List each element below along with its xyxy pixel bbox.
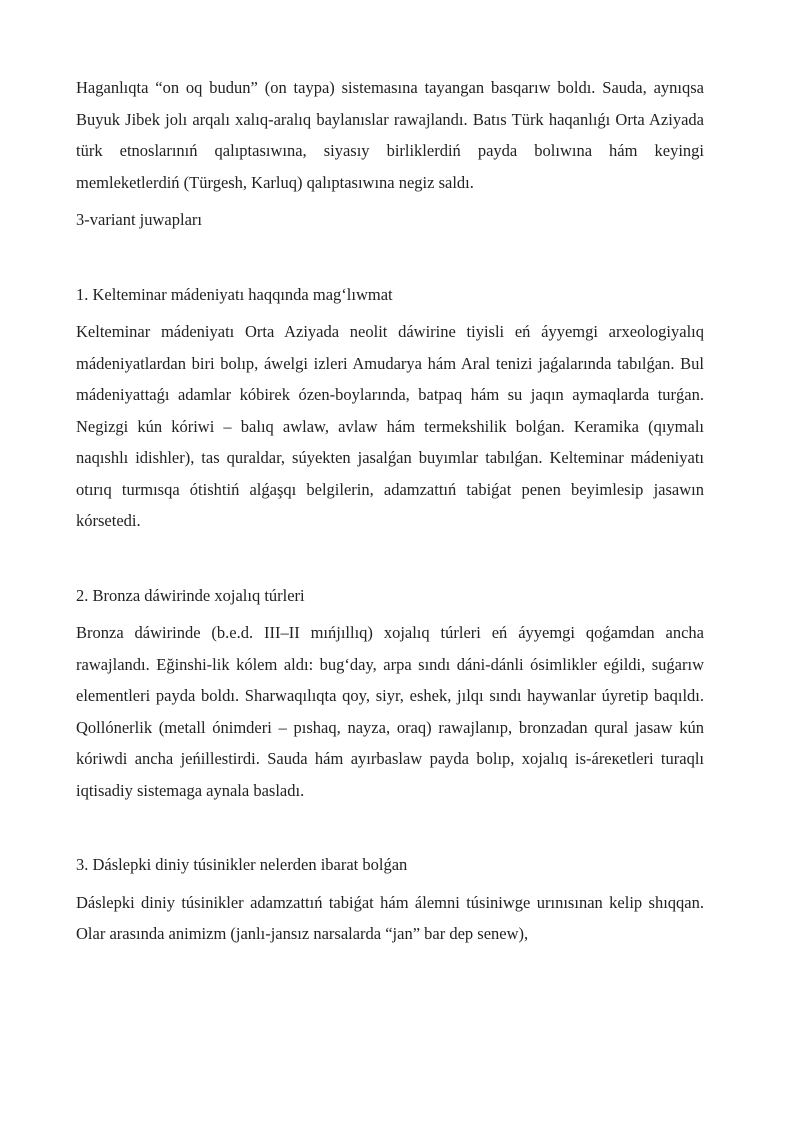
question-2-heading: 2. Bronza dáwirinde xojalıq túrleri xyxy=(76,585,305,605)
question-1-heading: 1. Kelteminar mádeniyatı haqqında mag‘lıwmat xyxy=(76,284,393,304)
question-2-answer: Bronza dáwirinde (b.e.d. III–II mıńjıllıq) xojalıq túrleri eń áyyemgi qoǵamdan ancha rawajlandı. Eğinshi-lik kólem aldı: bug‘day, arpa sındı dáni-dánli ósimlikler eǵildi, suǵarıw elementleri payda boldı. Sharwaqılıqta qoy, siyr, eshek, jılqı sındı haywanlar úyretip baqıldı. Qollónerlik (metall ónimderi – pıshaq, nayza, oraq) rawajlanıp, bronzadan qural jasaw kún kóriwdi ancha jeńillestirdi. Sauda hám ayırbaslaw payda bolıp, xojalıq is-áreкetleri turaqlı iqtisadiy sistemaga aynala basladı. xyxy=(76,623,704,800)
variant-title: 3-variant juwapları xyxy=(76,210,202,229)
question-3-heading: 3. Dáslepki diniy túsinikler nelerden ibarat bolǵan xyxy=(76,855,408,874)
question-3-answer: Dáslepki diniy túsinikler adamzattıń tabiǵat hám álemni túsiniwge urınısınan kelip shıqqan. Olar arasında animizm (janlı-jansız narsalarda “jan” bar dep senew), xyxy=(76,892,704,943)
question-1-answer: Kelteminar mádeniyatı Orta Aziyada neolit dáwirine tiyisli eń áyyemgi arxeologiyalıq mádeniyatlardan biri bolıp, áwelgi izleri Amudarya hám Aral tenizi jaǵalarında tabılǵan. Bul mádeniyattaǵı adamlar kóbirek ózen-boylarında, batpaq hám su jaqın aymaqlarda turǵan. Negizgi kún kóriwi – balıq awlaw, avlaw hám termekshilik bolǵan. Keramika (qıymalı naqıshlı idishler), tas quraldar, súyekten jasalǵan buyımlar tabılǵan. Kelteminar mádeniyatı otırıq turmısqa ótishtiń alǵaşqı belgilerin, adamzattıń tabiǵat penen beyimlesip jasawın kórsetedi. xyxy=(76,322,704,530)
intro-paragraph: Haganlıqta “on oq budun” (on taypa) sistemasına tayangan basqarıw boldı. Sauda, aynıqsa Buyuk Jibek jolı arqalı xalıq-aralıq baylanıslar rawajlandı. Batıs Türk haqanlıǵı Orta Aziyada türk etnoslarınıń qalıptasıwına, siyasıy birliklerdiń payda bolıwına hám keyingi memleketlerdiń (Türgesh, Karluq) qalıptasıwına negiz saldı. xyxy=(76,78,704,192)
document-body xyxy=(76,72,704,950)
